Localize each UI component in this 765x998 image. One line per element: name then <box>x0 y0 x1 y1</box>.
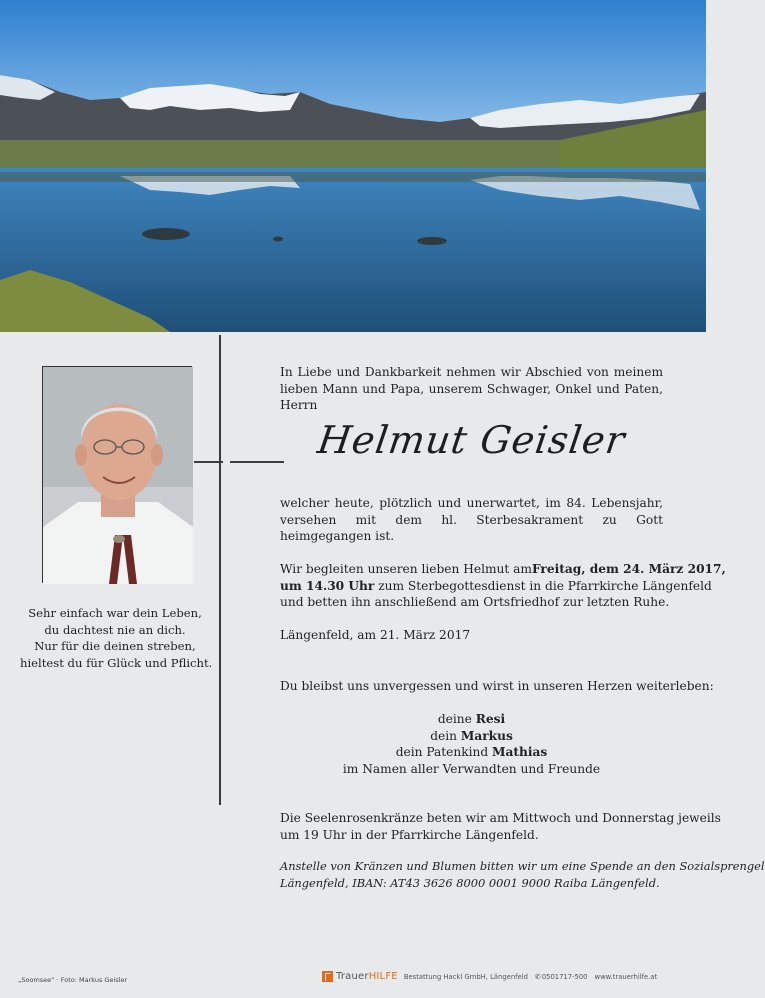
mourners-list <box>280 711 663 777</box>
poem-line: du dachtest nie an dich. <box>44 622 186 637</box>
phone-icon: ✆ <box>534 972 541 981</box>
place-date: Längenfeld, am 21. März 2017 <box>280 628 471 642</box>
funeral-line-1 <box>280 561 726 578</box>
funeral-text-part1: Wir begleiten unseren lieben Helmut am <box>280 562 532 576</box>
donation-text <box>280 858 765 891</box>
poem-line: hieltest du für Glück und Pflicht. <box>20 655 213 670</box>
company-name: Bestattung Hackl GmbH, Längenfeld <box>403 972 528 981</box>
funeral-line-2 <box>280 578 712 595</box>
poem-line: Nur für die deinen streben, <box>34 639 196 653</box>
mourner-mathias <box>280 744 663 761</box>
mourner-prefix: dein <box>430 728 461 743</box>
funeral-text <box>280 561 726 611</box>
remember-text: Du bleibst uns unvergessen und wirst in unseren Herzen weiterleben: <box>280 679 714 693</box>
photo-credit: „Soomsee“ · Foto: Markus Geisler <box>18 976 128 984</box>
header-landscape-image <box>0 0 706 332</box>
deceased-name: Helmut Geisler <box>314 418 629 462</box>
funeral-text-part3: und betten ihn anschließend am Ortsfriedhof zur letzten Ruhe. <box>280 595 670 609</box>
trauerhilfe-logo-icon <box>322 971 333 982</box>
phone-number[interactable]: 0501717-500 <box>541 972 588 981</box>
footer-bar <box>322 971 657 982</box>
mourner-resi <box>280 711 663 728</box>
donation-line-2: Längenfeld, IBAN: AT43 3626 8000 0001 9000 Raiba Längenfeld. <box>280 875 660 890</box>
rosary-line-1: Die Seelenrosenkränze beten wir am Mittwoch und Donnerstag jeweils <box>280 811 721 825</box>
website-link[interactable]: www.trauerhilfe.at <box>594 972 658 981</box>
death-text: welcher heute, plötzlich und unerwartet, im 84. Lebensjahr, versehen mit dem hl. Sterbesakrament zu Gott heimgegangen ist. <box>280 496 663 543</box>
mourner-prefix: dein Patenkind <box>395 745 493 759</box>
logo-text-part1: Trauer <box>336 971 369 982</box>
funeral-date: Freitag, dem 24. März 2017, <box>531 562 726 576</box>
donation-line-1: Anstelle von Kränzen und Blumen bitten wir um eine Spende an den Sozialsprengel <box>280 859 765 873</box>
mourner-markus <box>280 728 663 745</box>
rosary-text <box>280 810 721 843</box>
rosary-line-2: um 19 Uhr in der Pfarrkirche Längenfeld. <box>280 827 539 842</box>
funeral-text-part2: zum Sterbegottesdienst in die Pfarrkirche Längenfeld <box>374 578 712 593</box>
logo-text-part2: HILFE <box>368 971 398 982</box>
memorial-poem <box>20 605 213 671</box>
mourner-name: Mathias <box>492 745 548 759</box>
poem-line: Sehr einfach war dein Leben, <box>28 606 202 620</box>
cross-horizontal-line <box>194 461 284 463</box>
funeral-time: um 14.30 Uhr <box>280 578 375 593</box>
relatives-text: im Namen aller Verwandten und Freunde <box>342 761 601 776</box>
mourner-prefix: deine <box>437 712 476 726</box>
mourner-name: Resi <box>475 712 506 726</box>
intro-text: In Liebe und Dankbarkeit nehmen wir Abschied von meinem lieben Mann und Papa, unserem Schwager, Onkel und Paten, Herrn <box>280 365 663 412</box>
portrait-photo <box>42 366 192 583</box>
mourner-name: Markus <box>460 728 513 743</box>
cross-vertical-line <box>219 335 221 805</box>
